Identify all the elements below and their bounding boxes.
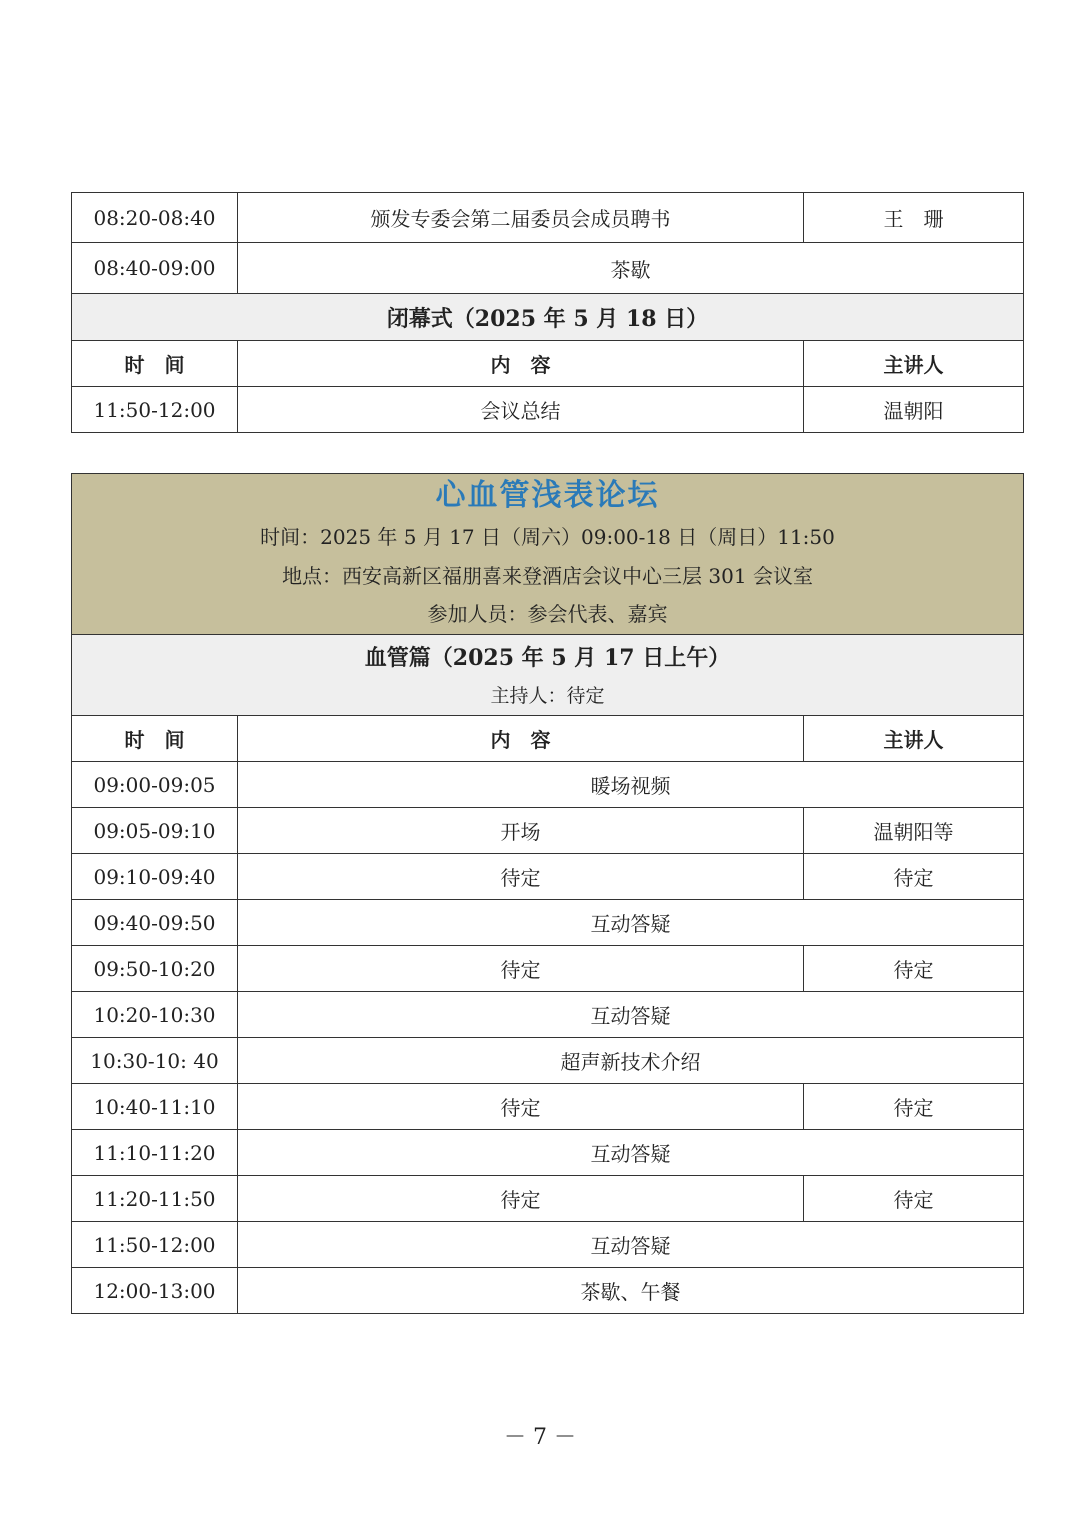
speaker-cell: 待定 (804, 946, 1024, 992)
forum-header (72, 474, 1024, 635)
content-cell: 茶歇 (238, 243, 1024, 294)
forum-title: 心血管浅表论坛 (435, 478, 660, 513)
forum-place-line: 地点：西安高新区福朋喜来登酒店会议中心三层 301 会议室 (282, 564, 813, 588)
table-row (72, 1176, 1024, 1222)
speaker-cell: 待定 (804, 854, 1024, 900)
top-schedule-table (71, 192, 1024, 433)
content-cell: 待定 (238, 1176, 804, 1222)
section-title-row (72, 294, 1024, 341)
time-cell: 08:40-09:00 (72, 243, 238, 294)
time-cell: 09:50-10:20 (72, 946, 238, 992)
content-cell: 颁发专委会第二届委员会成员聘书 (238, 193, 804, 243)
closing-title: 闭幕式（2025 年 5 月 18 日） (72, 294, 1024, 341)
table-row (72, 900, 1024, 946)
page-number: － 7 － (504, 1425, 576, 1450)
time-cell: 11:50-12:00 (72, 387, 238, 433)
header-content: 内 容 (238, 341, 804, 387)
content-cell: 待定 (238, 854, 804, 900)
header-row (72, 716, 1024, 762)
header-speaker: 主讲人 (804, 341, 1024, 387)
time-cell: 12:00-13:00 (72, 1268, 238, 1314)
forum-time-line: 时间：2025 年 5 月 17 日（周六）09:00-18 日（周日）11:50 (260, 525, 835, 549)
time-cell: 09:00-09:05 (72, 762, 238, 808)
header-time: 时 间 (72, 716, 238, 762)
time-cell: 08:20-08:40 (72, 193, 238, 243)
table-row (72, 762, 1024, 808)
table-row (72, 1038, 1024, 1084)
header-content: 内 容 (238, 716, 804, 762)
table-row (72, 193, 1024, 243)
table-row (72, 1130, 1024, 1176)
header-speaker: 主讲人 (804, 716, 1024, 762)
time-cell: 10:20-10:30 (72, 992, 238, 1038)
header-row (72, 341, 1024, 387)
section-header (72, 635, 1024, 716)
table-row (72, 808, 1024, 854)
table-row (72, 854, 1024, 900)
content-cell: 互动答疑 (238, 992, 1024, 1038)
forum-header-row (72, 474, 1024, 635)
content-cell: 茶歇、午餐 (238, 1268, 1024, 1314)
table-row (72, 946, 1024, 992)
table-row (72, 1084, 1024, 1130)
table-row (72, 992, 1024, 1038)
speaker-cell: 待定 (804, 1084, 1024, 1130)
speaker-cell: 温朝阳 (804, 387, 1024, 433)
time-cell: 09:10-09:40 (72, 854, 238, 900)
section-title: 血管篇（2025 年 5 月 17 日上午） (364, 645, 731, 671)
time-cell: 11:10-11:20 (72, 1130, 238, 1176)
content-cell: 开场 (238, 808, 804, 854)
time-cell: 11:20-11:50 (72, 1176, 238, 1222)
time-cell: 09:40-09:50 (72, 900, 238, 946)
content-cell: 暖场视频 (238, 762, 1024, 808)
forum-schedule-table (71, 473, 1024, 1314)
content-cell: 互动答疑 (238, 1130, 1024, 1176)
content-cell: 会议总结 (238, 387, 804, 433)
time-cell: 09:05-09:10 (72, 808, 238, 854)
speaker-cell: 待定 (804, 1176, 1024, 1222)
time-cell: 10:40-11:10 (72, 1084, 238, 1130)
table-row (72, 243, 1024, 294)
speaker-cell: 温朝阳等 (804, 808, 1024, 854)
forum-attendees-line: 参加人员：参会代表、嘉宾 (427, 602, 668, 626)
content-cell: 待定 (238, 946, 804, 992)
table-row (72, 1222, 1024, 1268)
content-cell: 互动答疑 (238, 1222, 1024, 1268)
time-cell: 11:50-12:00 (72, 1222, 238, 1268)
content-cell: 待定 (238, 1084, 804, 1130)
section-host: 主持人：待定 (490, 685, 605, 707)
section-title-row (72, 635, 1024, 716)
table-row (72, 1268, 1024, 1314)
table-row (72, 387, 1024, 433)
header-time: 时 间 (72, 341, 238, 387)
content-cell: 互动答疑 (238, 900, 1024, 946)
time-cell: 10:30-10: 40 (72, 1038, 238, 1084)
speaker-cell: 王 珊 (804, 193, 1024, 243)
content-cell: 超声新技术介绍 (238, 1038, 1024, 1084)
